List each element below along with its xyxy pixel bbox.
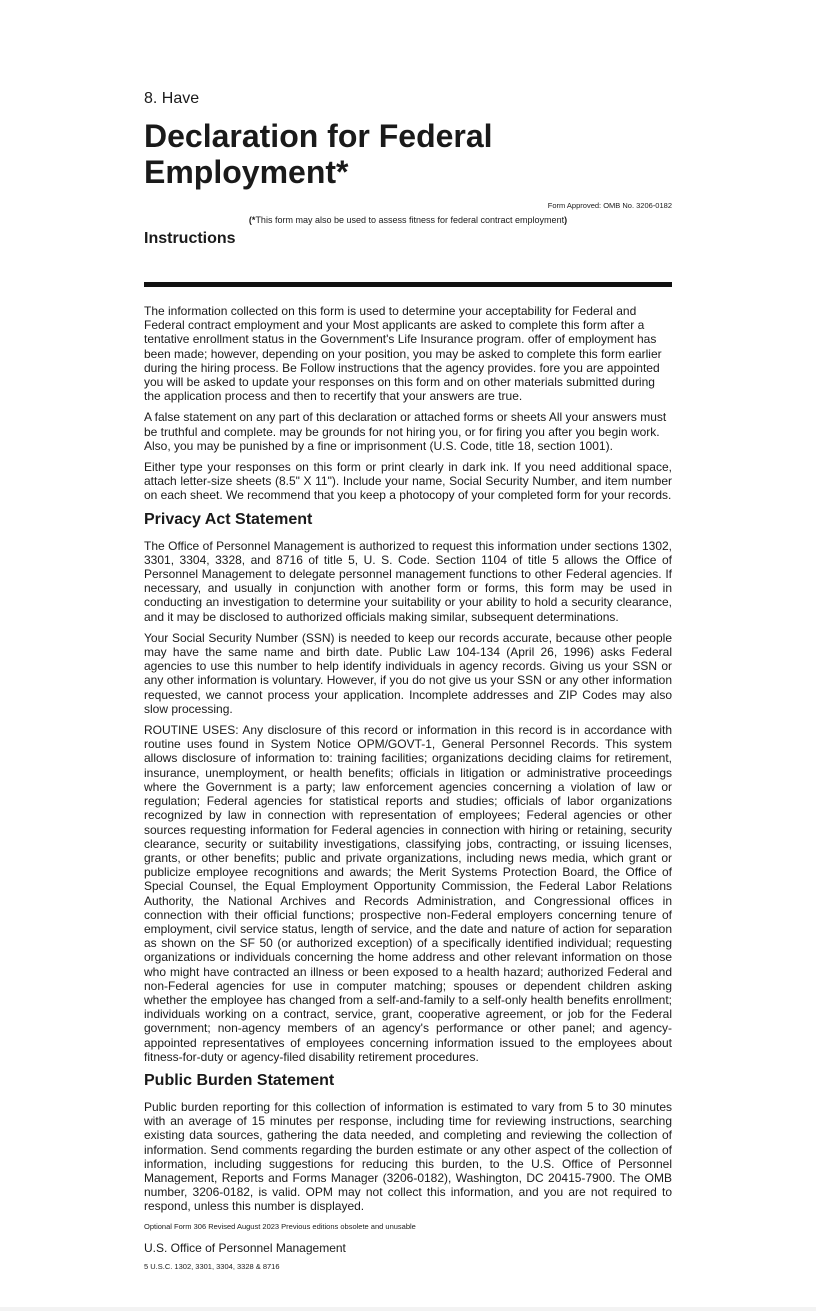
instructions-paragraph: The information collected on this form is used to determine your acceptability for Federal and Federal contract employment and your Most applicants are asked to complete this form after a tentative enrollment status in the Government's Life Insurance program. offer of employment has been made; however, depending on your position, you may be asked to complete this form earlier during the hiring process. Be Follow instructions that the agency provides. fore you are appointed you will be asked to update your responses on this form and on other materials submitted during the application process and then to recertify that your answers are true. (144, 304, 662, 404)
instructions-heading: Instructions (144, 230, 236, 247)
contract-employment-note (144, 214, 672, 226)
form-approval-number: Form Approved: OMB No. 3206-0182 (547, 201, 672, 210)
privacy-paragraph: Your Social Security Number (SSN) is needed to keep our records accurate, because other people may have the same name and birth date. Public Law 104-134 (April 26, 1996) asks Federal agencies to use this number to help identify individuals in agency records. Giving us your SSN or any other information is voluntary. However, if you do not give us your SSN or any other information requested, we cannot process your application. Incomplete addresses and ZIP Codes may also slow processing. (144, 630, 672, 716)
burden-paragraph: Public burden reporting for this collection of information is estimated to vary from 5 to 30 minutes with an average of 15 minutes per response, including time for reviewing instructions, searching existing data sources, gathering the data needed, and completing and reviewing the collection of information. Send comments regarding the burden estimate or any other aspect of the collection of information, including suggestions for reducing this burden, to the U.S. Office of Personnel Management, Reports and Forms Manager (3206-0182), Washington, DC 20415-7900. The OMB number, 3206-0182, is valid. OPM may not collect this information, and you are not required to respond, unless this number is displayed. (144, 1099, 672, 1214)
agency-name: U.S. Office of Personnel Management (144, 1240, 346, 1255)
legal-citation: 5 U.S.C. 1302, 3301, 3304, 3328 & 8716 (144, 1261, 280, 1271)
note-open-paren: ( (248, 215, 252, 225)
document-page (144, 89, 672, 1272)
note-asterisk: * (251, 215, 256, 225)
instructions-paragraph: A false statement on any part of this declaration or attached forms or sheets All your answers must be truthful and complete. may be grounds for not hiring you, or for firing you after you begin work. Also, you may be punished by a fine or imprisonment (U.S. Code, title 18, section 1001). (144, 410, 667, 453)
note-close-paren: ) (564, 215, 568, 225)
public-burden-heading: Public Burden Statement (144, 1071, 335, 1089)
privacy-act-heading: Privacy Act Statement (144, 510, 313, 528)
form-revision-info: Optional Form 306 Revised August 2023 Previous editions obsolete and unusable (144, 1221, 416, 1231)
page-bottom-edge (0, 1307, 816, 1311)
routine-uses-paragraph: ROUTINE USES: Any disclosure of this record or information in this record is in accordance with routine uses found in System Notice OPM/GOVT-1, General Personnel Records. This system allows disclosure of information to: training facilities; organizations deciding claims for retirement, insurance, unemployment, or health benefits; officials in litigation or administrative proceedings where the Government is a party; law enforcement agencies concerning a violation of law or regulation; Federal agencies for statistical reports and studies; officials of labor organizations recognized by law in connection with representation of employees; Federal agencies or other sources requesting information for Federal agencies in connection with hiring or retaining, security clearance, security or suitability investigations, classifying jobs, contracting, or issuing licenses, grants, or other benefits; public and private organizations, including news media, which grant or publicize employee recognitions and awards; the Merit Systems Protection Board, the Office of Special Counsel, the Equal Employment Opportunity Commission, the Federal Labor Relations Authority, the National Archives and Records Administration, and Congressional offices in connection with their official functions; prospective non-Federal employers concerning tenure of employment, civil service status, length of service, and the date and nature of action for separation as shown on the SF 50 (or authorized exception) of a specifically identified individual; requesting organizations or individuals concerning the home address and other relevant information on those who might have contracted an illness or been exposed to a health hazard; authorized Federal and non-Federal agencies for use in computer matching; spouses or dependent children asking whether the employee has changed from a self-and-family to a self-only health benefits enrollment; individuals working on a contract, service, grant, cooperative agreement, or job for the Federal government; non-agency members of an agency's performance or other panel; and agency-appointed representatives of employees concerning information issued to the employees about fitness-for-duty or agency-filed disability retirement procedures. (144, 723, 672, 1064)
note-text: This form may also be used to assess fitness for federal contract employment (255, 215, 565, 225)
section-divider (144, 282, 672, 287)
instructions-paragraph: Either type your responses on this form or print clearly in dark ink. If you need additional space, attach letter-size sheets (8.5" X 11"). Include your name, Social Security Number, and item number on each sheet. We recommend that you keep a photocopy of your completed form for your records. (144, 460, 672, 503)
privacy-paragraph: The Office of Personnel Management is authorized to request this information under sections 1302, 3301, 3304, 3328, and 8716 of title 5, U. S. Code. Section 1104 of title 5 allows the Office of Personnel Management to delegate personnel management functions to other Federal agencies. If necessary, and usually in conjunction with another form or forms, this form may be used in conducting an investigation to determine your suitability or your ability to hold a security clearance, and it may be disclosed to authorized officials making similar, subsequent determinations. (144, 538, 672, 624)
document-title: Declaration for Federal Employment* (144, 118, 493, 190)
item-kicker: 8. Have (144, 90, 200, 107)
